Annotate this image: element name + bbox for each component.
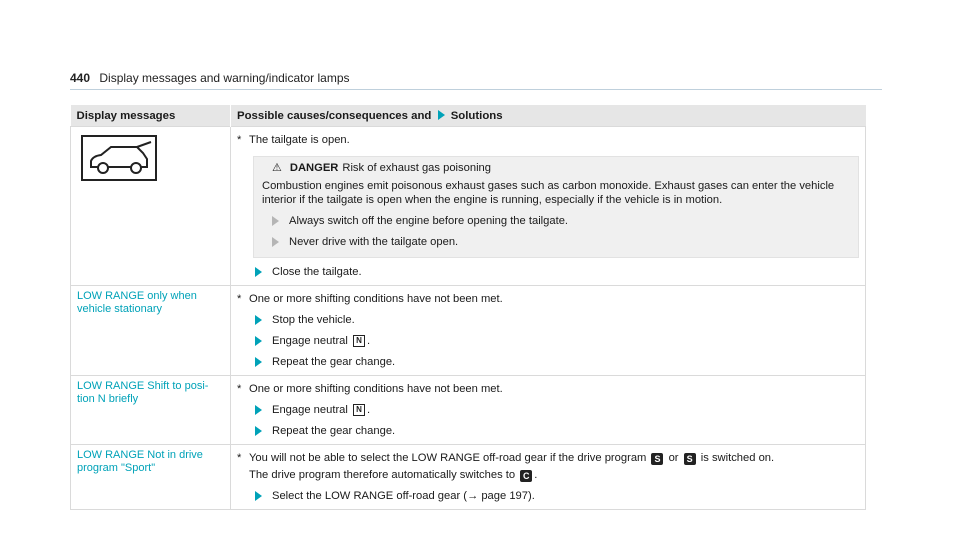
cause: * The tailgate is open.: [237, 134, 350, 146]
comfort-key: C: [520, 470, 532, 482]
col-header-messages: Display messages: [71, 105, 231, 127]
message-cell: [71, 127, 231, 286]
cause: * You will not be able to select the LOW RANGE off-road gear if the drive program S or S is switched on.: [237, 452, 775, 464]
message-cell: [71, 286, 231, 376]
tailgate-open-icon: [81, 135, 157, 181]
neutral-key: N: [353, 404, 365, 416]
solution-step: Close the tailgate.: [255, 265, 859, 279]
cause-detail: The drive program therefore automatically switches to C .: [249, 469, 538, 481]
page-number: 440: [70, 71, 91, 85]
solution-cell: [231, 445, 866, 510]
solution-step: Engage neutral N .: [255, 334, 859, 348]
display-messages-table: [70, 105, 866, 510]
action-arrow-icon: [255, 267, 262, 277]
cause: * One or more shifting conditions have not been met.: [237, 293, 503, 305]
danger-box: [253, 156, 859, 258]
table-row: [71, 127, 866, 286]
message-cell: [71, 376, 231, 445]
solution-step: Repeat the gear change.: [255, 424, 859, 438]
action-arrow-icon: [255, 405, 262, 415]
table-header-row: [71, 105, 866, 127]
warning-triangle-icon: ⚠: [272, 162, 282, 174]
message-label: LOW RANGE Shift to posi-tion N briefly: [77, 380, 209, 405]
action-arrow-icon: [438, 110, 445, 120]
action-arrow-icon: [255, 357, 262, 367]
action-arrow-icon: [272, 216, 279, 226]
sport-plus-key: S: [684, 453, 696, 465]
neutral-key: N: [353, 335, 365, 347]
header-divider: [70, 89, 882, 90]
message-label: LOW RANGE only when vehicle stationary: [77, 290, 197, 315]
cause: * One or more shifting conditions have not been met.: [237, 383, 503, 395]
danger-word: DANGER: [289, 162, 339, 174]
action-arrow-icon: [255, 426, 262, 436]
table-row: [71, 445, 866, 510]
message-cell: [71, 445, 231, 510]
danger-text: Combustion engines emit poisonous exhaust gases such as carbon monoxide. Exhaust gases can enter the vehicle interior if the tailgate is open when the engine is running, especially if the vehicle is in motion.: [262, 180, 835, 206]
col-header-causes: Possible causes/consequences and Solutions: [231, 105, 866, 127]
table-row: [71, 286, 866, 376]
solution-step: Select the LOW RANGE off-road gear (→ page 197).: [255, 489, 859, 503]
solution-step: Stop the vehicle.: [255, 313, 859, 327]
action-arrow-icon: [255, 315, 262, 325]
page-title: Display messages and warning/indicator lamps: [99, 71, 350, 85]
page-header: [70, 71, 350, 85]
danger-step: Always switch off the engine before opening the tailgate.: [272, 214, 850, 228]
danger-title: Risk of exhaust gas poisoning: [342, 162, 491, 174]
message-label: LOW RANGE Not in drive program "Sport": [77, 449, 203, 474]
action-arrow-icon: [255, 336, 262, 346]
action-arrow-icon: [272, 237, 279, 247]
solution-step: Repeat the gear change.: [255, 355, 859, 369]
danger-step: Never drive with the tailgate open.: [272, 235, 850, 249]
solution-cell: [231, 376, 866, 445]
solution-cell: [231, 127, 866, 286]
action-arrow-icon: [255, 491, 262, 501]
table-row: [71, 376, 866, 445]
sport-key: S: [651, 453, 663, 465]
solution-cell: [231, 286, 866, 376]
solution-step: Engage neutral N .: [255, 403, 859, 417]
